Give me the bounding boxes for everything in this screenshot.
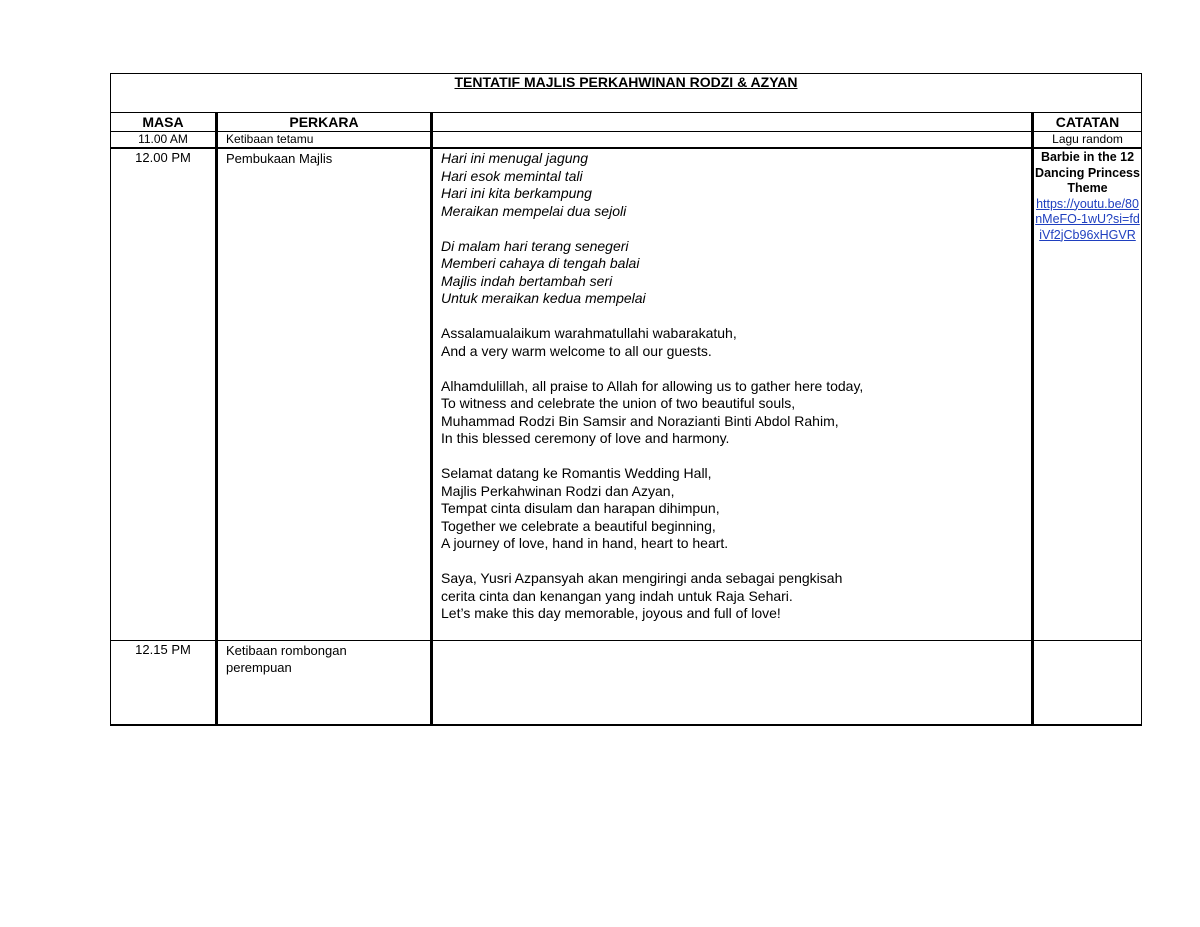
youtube-link[interactable]: https://youtu.be/80nMeFO-1wU?si=fdiVf2jCb96xHGVR: [1035, 196, 1140, 242]
row-item-line: perempuan: [226, 660, 292, 675]
script-content: [432, 148, 1033, 641]
pantun-1: Hari ini menugal jagung Hari esok memintal tali Hari ini kita berkampung Meraikan mempelai dua sejoli: [441, 150, 627, 219]
header-catatan: CATATAN: [1033, 113, 1142, 132]
row-content: [432, 132, 1033, 149]
welcome-paragraph: Selamat datang ke Romantis Wedding Hall, Majlis Perkahwinan Rodzi dan Azyan, Tempat cinta disulam dan harapan dihimpun, Together we celebrate a beautiful beginning, A journey of love, hand in hand, heart to heart.: [441, 465, 729, 551]
table-row: [111, 148, 1142, 641]
header-perkara: PERKARA: [217, 113, 432, 132]
row-time: 11.00 AM: [111, 132, 217, 149]
table-title-row: [111, 74, 1142, 113]
music-theme-title: Barbie in the 12 Dancing Princess Theme: [1035, 150, 1140, 195]
row-note: [1033, 148, 1142, 641]
row-time: 12.00 PM: [111, 148, 217, 641]
greeting-paragraph: Assalamualaikum warahmatullahi wabarakatuh, And a very warm welcome to all our guests.: [441, 325, 737, 359]
row-content: [432, 641, 1033, 726]
pantun-2: Di malam hari terang senegeri Memberi cahaya di tengah balai Majlis indah bertambah seri Untuk meraikan kedua mempelai: [441, 237, 646, 306]
row-note: [1033, 641, 1142, 726]
row-note: Lagu random: [1033, 132, 1142, 149]
row-time: 12.15 PM: [111, 641, 217, 726]
schedule-table: [110, 73, 1142, 726]
table-row: [111, 132, 1142, 149]
alhamdulillah-paragraph: Alhamdulillah, all praise to Allah for allowing us to gather here today, To witness and celebrate the union of two beautiful souls, Muhammad Rodzi Bin Samsir and Norazianti Binti Abdol Rahim, In this blessed ceremony of love and harmony.: [441, 377, 864, 446]
row-item: Ketibaan tetamu: [217, 132, 432, 149]
document-page: [110, 73, 1141, 720]
header-masa: MASA: [111, 113, 217, 132]
document-title: TENTATIF MAJLIS PERKAHWINAN RODZI & AZYAN: [111, 74, 1142, 113]
row-item: Pembukaan Majlis: [217, 148, 432, 641]
row-item-line: Ketibaan rombongan: [226, 643, 347, 658]
row-item: [217, 641, 432, 726]
header-blank: [432, 113, 1033, 132]
table-header-row: [111, 113, 1142, 132]
host-paragraph: Saya, Yusri Azpansyah akan mengiringi anda sebagai pengkisah cerita cinta dan kenangan yang indah untuk Raja Sehari. Let’s make this day memorable, joyous and full of love!: [441, 570, 843, 621]
table-row: [111, 641, 1142, 726]
